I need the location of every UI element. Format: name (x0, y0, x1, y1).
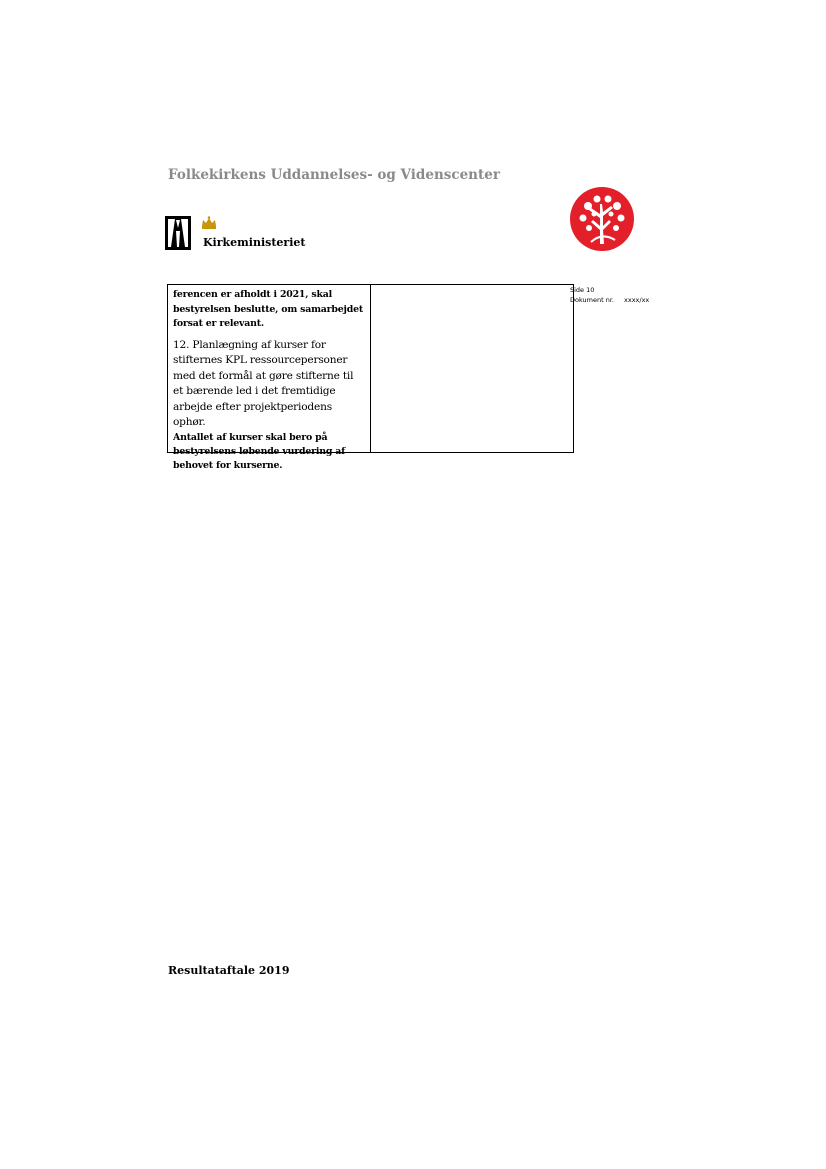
page-number: Side 10 (570, 286, 595, 294)
page-meta (570, 286, 649, 305)
paragraph-course-count: Antallet af kurser skal bero på bestyrelsens løbende vurdering af behovet for kurserne. (173, 432, 345, 472)
document-number (570, 296, 649, 306)
table-cell-right (371, 285, 573, 452)
content-table (167, 284, 574, 472)
organization-title: Folkekirkens Uddannelses- og Videnscenter (168, 167, 500, 183)
document-number-label: Dokument nr. (570, 295, 614, 304)
paragraph-conference: ferencen er afholdt i 2021, skal bestyrelsen beslutte, om samarbejdet forsat er relevant. (173, 289, 363, 329)
tree-logo-icon (569, 186, 635, 252)
document-number-value: xxxx/xx (624, 295, 650, 304)
footer-title: Resultataftale 2019 (168, 964, 290, 977)
ministry-name: Kirkeministeriet (203, 236, 306, 249)
ministry-emblem-icon (165, 216, 191, 250)
crown-icon (201, 216, 217, 230)
paragraph-item-12: 12. Planlægning af kurser for stifternes KPL ressourcepersoner med det formål at gøre stifterne til et bærende led i det fremtidige arbejde efter projektperiodens ophør. (173, 338, 354, 429)
table-cell-left (168, 285, 371, 472)
